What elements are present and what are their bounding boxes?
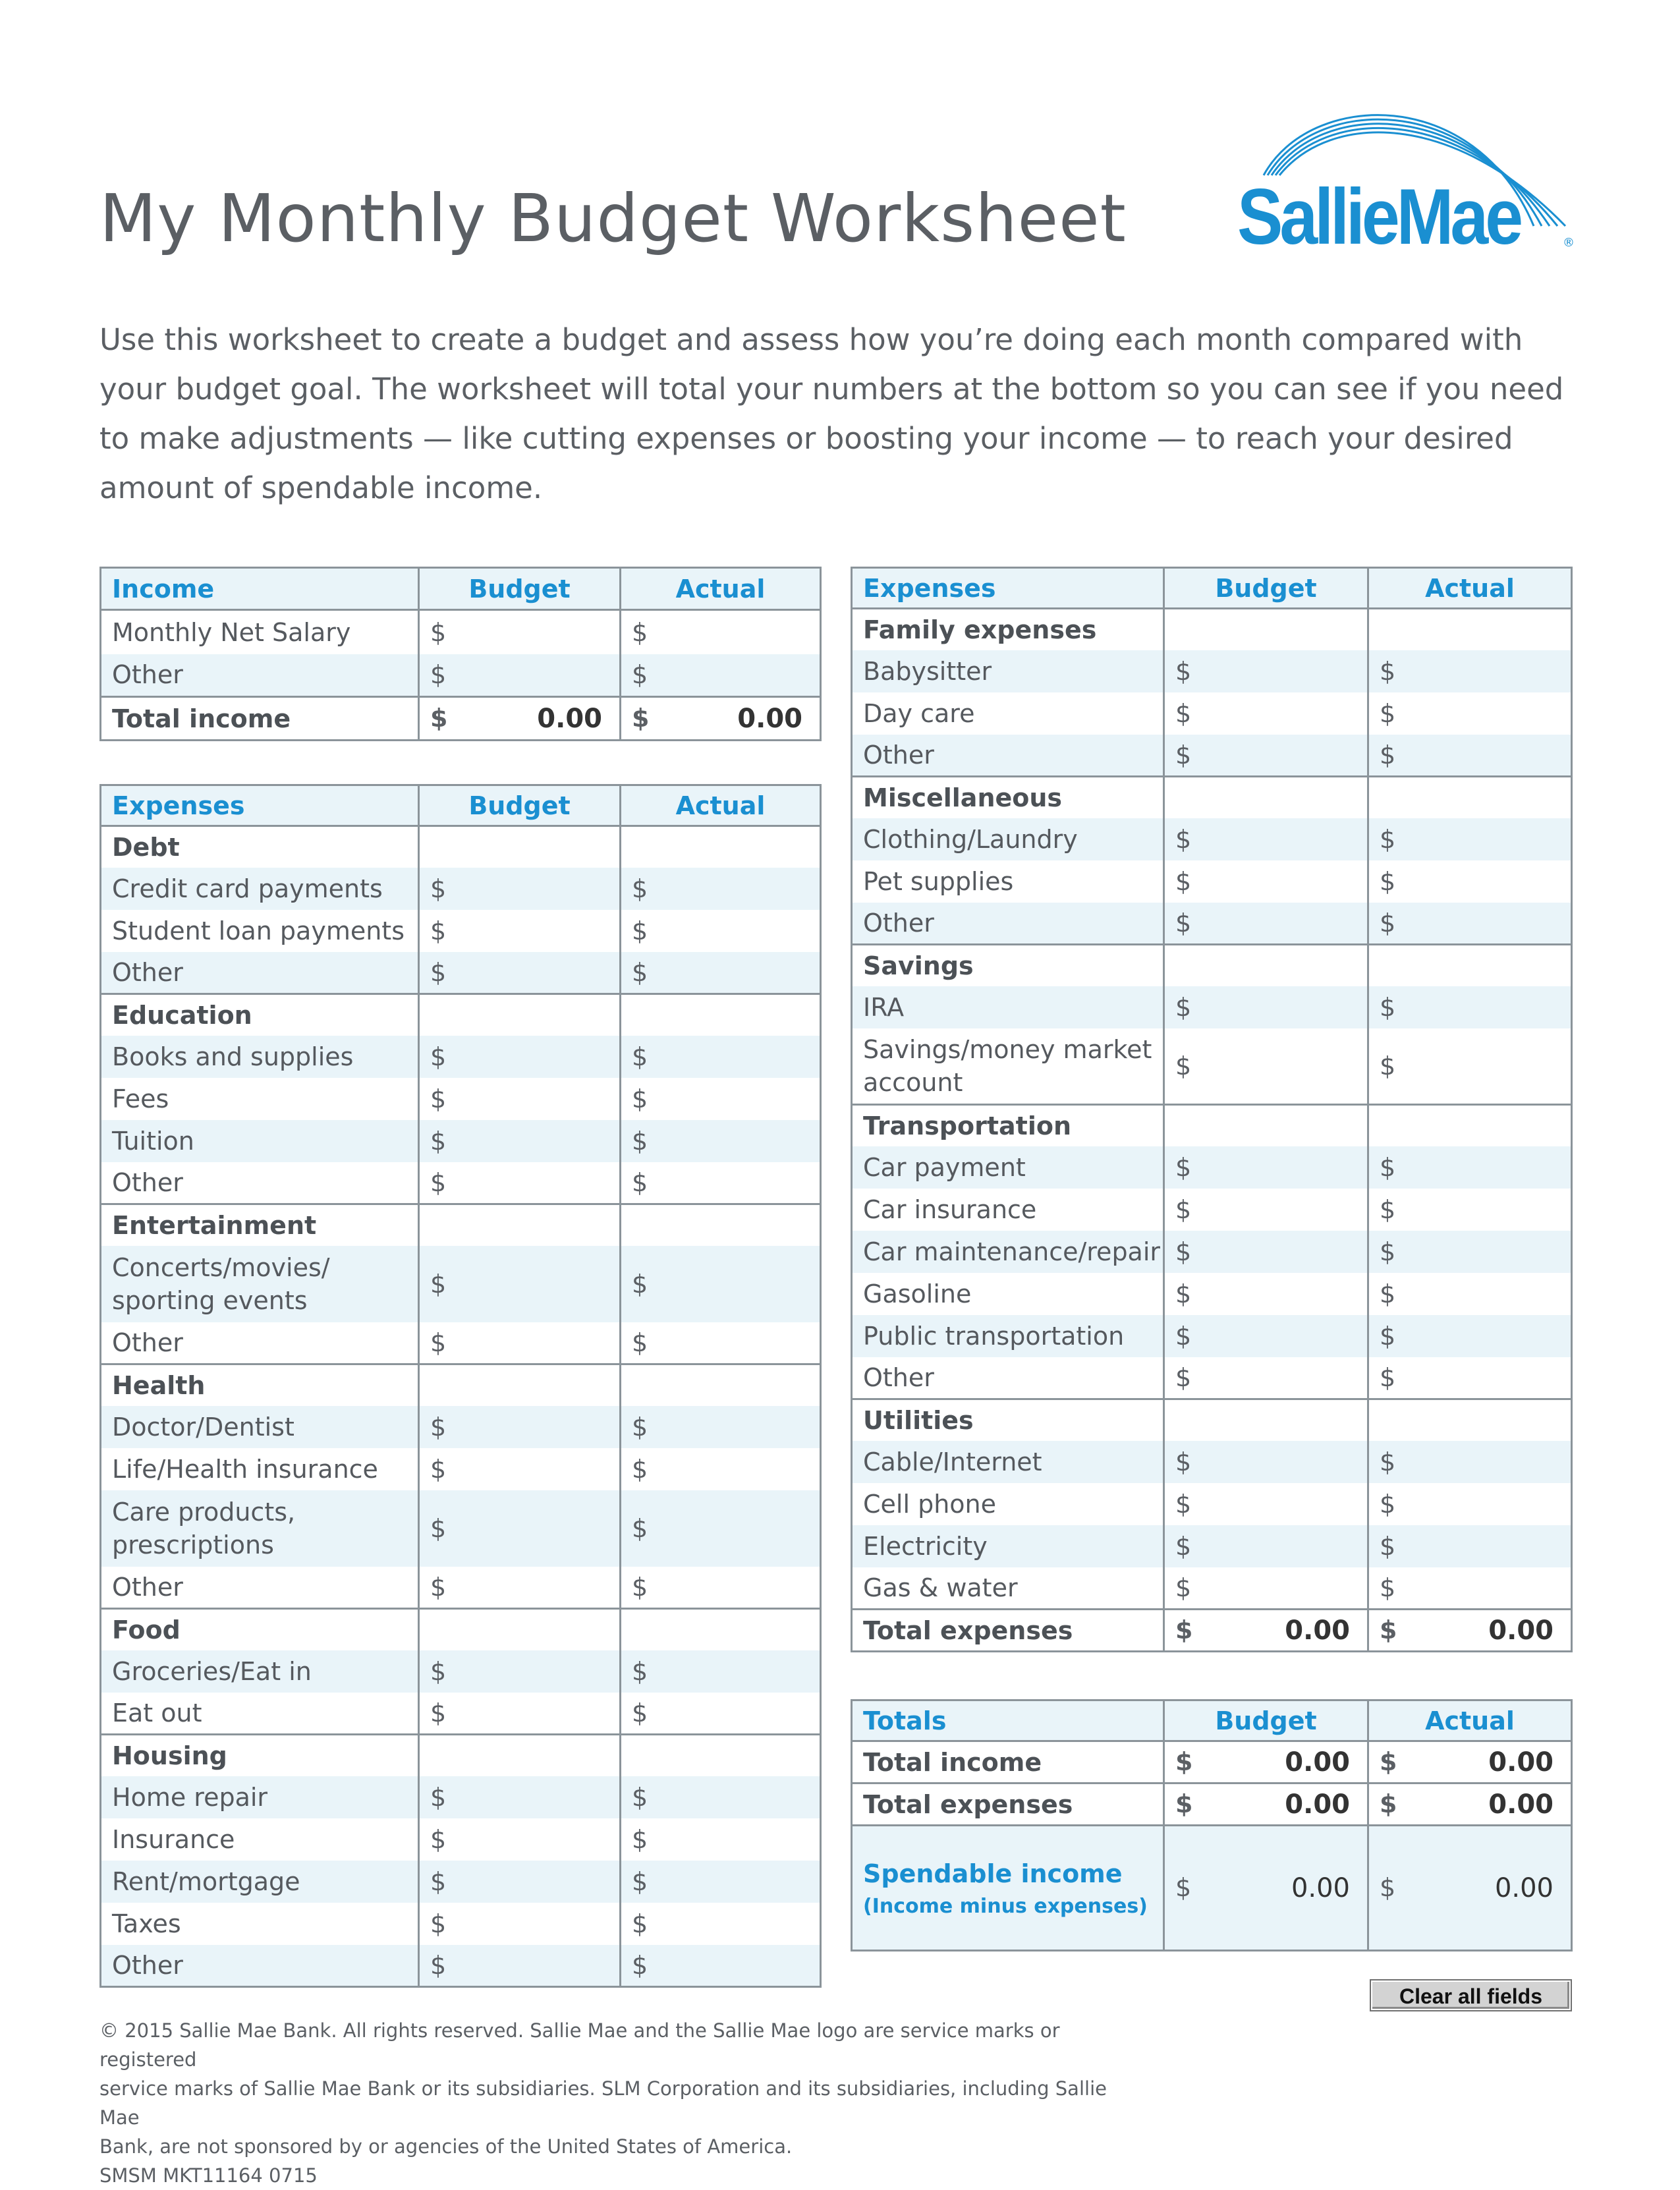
budget-input[interactable]: $ <box>1164 860 1368 903</box>
expense-label: Groceries/Eat in <box>101 1650 419 1693</box>
budget-input[interactable]: $ <box>1164 692 1368 735</box>
total-income-actual: $ 0.00 <box>621 697 821 741</box>
category-label: Miscellaneous <box>852 777 1164 818</box>
actual-input[interactable]: $ <box>1368 650 1572 692</box>
actual-input[interactable]: $ <box>1368 1189 1572 1231</box>
category-actual-cell <box>621 1735 821 1776</box>
budget-input[interactable]: $ <box>419 1322 621 1364</box>
budget-header: Budget <box>419 568 621 610</box>
actual-input[interactable]: $ <box>621 1246 821 1322</box>
actual-input[interactable]: $ <box>1368 818 1572 860</box>
actual-input[interactable]: $ <box>621 1567 821 1609</box>
totals-table <box>851 1699 1573 1951</box>
actual-input[interactable]: $ <box>1368 1315 1572 1357</box>
category-actual-cell <box>621 994 821 1036</box>
budget-input[interactable]: $ <box>419 1818 621 1861</box>
category-label: Food <box>101 1609 419 1650</box>
budget-input[interactable]: $ <box>419 1078 621 1120</box>
category-budget-cell <box>419 1735 621 1776</box>
expense-label: Public transportation <box>852 1315 1164 1357</box>
expense-label: Gasoline <box>863 1279 972 1308</box>
footer-line: service marks of Sallie Mae Bank or its subsidiaries. SLM Corporation and its subsidiaries, including Sallie Mae <box>99 2077 1107 2129</box>
expense-label: Savings/money market account <box>863 1034 1152 1097</box>
category-budget-cell <box>1164 777 1368 818</box>
actual-input[interactable]: $ <box>621 1120 821 1162</box>
actual-input[interactable]: $ <box>1368 1483 1572 1525</box>
footer-code: SMSM MKT11164 0715 <box>99 2164 318 2187</box>
expense-label: Life/Health insurance <box>112 1454 378 1484</box>
expense-label: Other <box>101 1945 419 1987</box>
category-actual-cell <box>1368 945 1572 986</box>
actual-input[interactable]: $ <box>621 1776 821 1818</box>
budget-input[interactable]: $ <box>419 952 621 994</box>
totals-income-label: Total income <box>863 1747 1042 1777</box>
budget-input[interactable]: $ <box>1164 818 1368 860</box>
footer-line: © 2015 Sallie Mae Bank. All rights reserved. Sallie Mae and the Sallie Mae logo are service marks or registered <box>99 2019 1060 2071</box>
budget-input[interactable]: $ <box>1164 1146 1368 1189</box>
expense-label: Cell phone <box>863 1489 997 1519</box>
totals-income-actual: $ 0.00 <box>1368 1741 1572 1783</box>
budget-header: Budget <box>1164 568 1368 609</box>
actual-input[interactable]: $ <box>1368 1525 1572 1567</box>
actual-input[interactable]: $ <box>621 1693 821 1735</box>
expense-label: Other <box>863 1362 934 1392</box>
expense-label: Other <box>101 952 419 994</box>
category-actual-cell <box>621 826 821 868</box>
actual-input[interactable]: $ <box>621 1945 821 1987</box>
expense-label: Other <box>852 735 1164 777</box>
budget-header: Budget <box>419 785 621 826</box>
budget-input[interactable]: $ <box>419 1945 621 1987</box>
expense-label: Home repair <box>101 1776 419 1818</box>
spendable-actual: $ 0.00 <box>1368 1826 1572 1951</box>
category-budget-cell <box>1164 1105 1368 1146</box>
budget-input[interactable]: $ <box>419 610 621 654</box>
total-expenses-budget: $ 0.00 <box>1164 1610 1368 1652</box>
actual-input[interactable]: $ <box>621 1162 821 1204</box>
budget-input[interactable]: $ <box>419 868 621 910</box>
actual-input[interactable]: $ <box>621 1036 821 1078</box>
expenses-table-right <box>851 567 1573 1652</box>
budget-input[interactable]: $ <box>1164 735 1368 777</box>
expenses-table-left <box>99 784 822 1988</box>
intro-paragraph: Use this worksheet to create a budget and assess how you’re doing each month compared with your budget goal. The worksheet will total your numbers at the bottom so you can see if you need to make adjustments — like cutting expenses or boosting your income — to reach your desired amount of spendable income. <box>99 322 1564 505</box>
expense-label: Insurance <box>112 1824 235 1854</box>
actual-input[interactable]: $ <box>621 1818 821 1861</box>
expense-label: Car insurance <box>863 1194 1037 1224</box>
actual-input[interactable]: $ <box>1368 1146 1572 1189</box>
category-actual-cell <box>621 1364 821 1406</box>
actual-input[interactable]: $ <box>621 654 821 697</box>
actual-input[interactable]: $ <box>621 1903 821 1945</box>
category-label: Entertainment <box>101 1204 419 1246</box>
actual-input[interactable]: $ <box>621 1650 821 1693</box>
category-label: Debt <box>112 832 180 862</box>
registered-mark: ® <box>1563 236 1575 250</box>
category-budget-cell <box>1164 1399 1368 1441</box>
budget-input[interactable]: $ <box>419 1448 621 1490</box>
category-budget-cell <box>419 826 621 868</box>
expense-label: Credit card payments <box>101 868 419 910</box>
budget-input[interactable]: $ <box>1164 986 1368 1028</box>
page-title: My Monthly Budget Worksheet <box>99 180 1127 257</box>
income-header: Income <box>101 568 419 610</box>
totals-header: Totals <box>852 1700 1164 1741</box>
spendable-budget: $ 0.00 <box>1164 1826 1368 1951</box>
totals-expenses-budget: $ 0.00 <box>1164 1783 1368 1826</box>
category-label: Education <box>101 994 419 1036</box>
actual-input[interactable]: $ <box>621 1322 821 1364</box>
total-income-budget: $ 0.00 <box>419 697 621 741</box>
expense-label: Other <box>112 1328 183 1357</box>
expense-label: Electricity <box>852 1525 1164 1567</box>
actual-input[interactable]: $ <box>1368 1567 1572 1610</box>
budget-input[interactable]: $ <box>419 1693 621 1735</box>
actual-header: Actual <box>1368 1700 1572 1741</box>
expense-label: Car maintenance/repair <box>852 1231 1164 1273</box>
budget-input[interactable]: $ <box>419 1490 621 1567</box>
budget-input[interactable]: $ <box>419 1776 621 1818</box>
total-income-label: Total income <box>101 697 419 741</box>
category-actual-cell <box>1368 1105 1572 1146</box>
expense-label: Car payment <box>852 1146 1164 1189</box>
total-expenses-actual: $ 0.00 <box>1368 1610 1572 1652</box>
budget-input[interactable]: $ <box>419 1036 621 1078</box>
totals-expenses-label: Total expenses <box>852 1783 1164 1826</box>
actual-header: Actual <box>621 568 821 610</box>
expense-label: Fees <box>112 1084 169 1113</box>
budget-input[interactable]: $ <box>1164 1273 1368 1315</box>
actual-header: Actual <box>1368 568 1572 609</box>
budget-input[interactable]: $ <box>419 1861 621 1903</box>
footer-legal <box>99 2016 1127 2190</box>
spendable-income-label <box>852 1826 1164 1951</box>
clear-all-fields-button[interactable]: Clear all fields <box>1371 1980 1571 2010</box>
actual-input[interactable]: $ <box>621 868 821 910</box>
budget-input[interactable]: $ <box>1164 1028 1368 1105</box>
expense-label: Clothing/Laundry <box>852 818 1164 860</box>
actual-input[interactable]: $ <box>1368 860 1572 903</box>
row-label: Monthly Net Salary <box>112 617 351 647</box>
actual-input[interactable]: $ <box>621 1078 821 1120</box>
totals-income-budget: $ 0.00 <box>1164 1741 1368 1783</box>
expenses-header: Expenses <box>101 785 419 826</box>
actual-input[interactable]: $ <box>621 910 821 952</box>
category-label: Transportation <box>852 1105 1164 1146</box>
budget-input[interactable]: $ <box>419 1162 621 1204</box>
budget-input[interactable]: $ <box>1164 1231 1368 1273</box>
budget-input[interactable]: $ <box>419 1120 621 1162</box>
expense-label: Tuition <box>101 1120 419 1162</box>
budget-input[interactable]: $ <box>1164 650 1368 692</box>
expense-label: IRA <box>852 986 1164 1028</box>
category-budget-cell <box>419 1609 621 1650</box>
expense-label: Gas & water <box>863 1573 1018 1602</box>
footer-line: Bank, are not sponsored by or agencies of the United States of America. <box>99 2135 793 2158</box>
category-label: Housing <box>101 1735 419 1776</box>
actual-input[interactable]: $ <box>621 610 821 654</box>
actual-input[interactable]: $ <box>621 1861 821 1903</box>
actual-input[interactable]: $ <box>1368 1028 1572 1105</box>
budget-input[interactable]: $ <box>1164 1315 1368 1357</box>
expense-label: Cable/Internet <box>852 1441 1164 1483</box>
expense-label: Other <box>112 1167 183 1197</box>
category-budget-cell <box>1164 945 1368 986</box>
budget-input[interactable]: $ <box>1164 1357 1368 1399</box>
budget-input[interactable]: $ <box>1164 1483 1368 1525</box>
actual-input[interactable]: $ <box>1368 1231 1572 1273</box>
actual-input[interactable]: $ <box>1368 1441 1572 1483</box>
expense-label: Other <box>852 903 1164 945</box>
spendable-title: Spendable income <box>863 1859 1123 1888</box>
expenses-header: Expenses <box>852 568 1164 609</box>
budget-input[interactable]: $ <box>419 1567 621 1609</box>
logo-wordmark: SallieMae <box>1237 173 1521 262</box>
totals-expenses-actual: $ 0.00 <box>1368 1783 1572 1826</box>
total-expenses-label: Total expenses <box>852 1610 1164 1652</box>
budget-input[interactable]: $ <box>419 1903 621 1945</box>
actual-header: Actual <box>621 785 821 826</box>
expense-label: Babysitter <box>852 650 1164 692</box>
category-label: Health <box>101 1364 419 1406</box>
actual-input[interactable]: $ <box>621 1406 821 1448</box>
expense-label: Student loan payments <box>112 916 405 945</box>
category-budget-cell <box>419 994 621 1036</box>
budget-input[interactable]: $ <box>1164 1441 1368 1483</box>
budget-input[interactable]: $ <box>419 910 621 952</box>
budget-input[interactable]: $ <box>419 654 621 697</box>
category-label: Savings <box>852 945 1164 986</box>
actual-input[interactable]: $ <box>1368 1357 1572 1399</box>
budget-input[interactable]: $ <box>1164 1525 1368 1567</box>
category-budget-cell <box>419 1204 621 1246</box>
actual-input[interactable]: $ <box>1368 735 1572 777</box>
category-label: Utilities <box>852 1399 1164 1441</box>
budget-input[interactable]: $ <box>1164 1567 1368 1610</box>
expense-label: Day care <box>863 698 975 728</box>
budget-input[interactable]: $ <box>1164 903 1368 945</box>
category-actual-cell <box>621 1204 821 1246</box>
actual-input[interactable]: $ <box>621 952 821 994</box>
category-budget-cell <box>419 1364 621 1406</box>
actual-input[interactable]: $ <box>621 1490 821 1567</box>
expense-label: Eat out <box>112 1698 202 1727</box>
sallie-mae-logo <box>1237 98 1580 262</box>
expense-label: Other <box>112 1572 183 1602</box>
budget-input[interactable]: $ <box>419 1650 621 1693</box>
expense-label: Taxes <box>112 1909 181 1938</box>
category-actual-cell <box>1368 777 1572 818</box>
budget-input[interactable]: $ <box>419 1246 621 1322</box>
actual-input[interactable]: $ <box>1368 692 1572 735</box>
spendable-subtitle: (Income minus expenses) <box>863 1894 1148 1918</box>
category-budget-cell <box>1164 609 1368 650</box>
expense-label: Care products, prescriptions <box>101 1490 419 1567</box>
budget-input[interactable]: $ <box>1164 1189 1368 1231</box>
actual-input[interactable]: $ <box>1368 986 1572 1028</box>
row-label: Other <box>101 654 419 697</box>
expense-label: Doctor/Dentist <box>101 1406 419 1448</box>
category-actual-cell <box>621 1609 821 1650</box>
budget-input[interactable]: $ <box>419 1406 621 1448</box>
category-label: Family expenses <box>863 615 1097 644</box>
category-actual-cell <box>1368 1399 1572 1441</box>
expense-label: Books and supplies <box>101 1036 419 1078</box>
actual-input[interactable]: $ <box>1368 903 1572 945</box>
actual-input[interactable]: $ <box>1368 1273 1572 1315</box>
actual-input[interactable]: $ <box>621 1448 821 1490</box>
budget-header: Budget <box>1164 1700 1368 1741</box>
expense-label: Pet supplies <box>863 866 1014 896</box>
expense-label: Rent/mortgage <box>101 1861 419 1903</box>
category-actual-cell <box>1368 609 1572 650</box>
expense-label: Concerts/movies/ sporting events <box>101 1246 419 1322</box>
income-table <box>99 567 822 741</box>
